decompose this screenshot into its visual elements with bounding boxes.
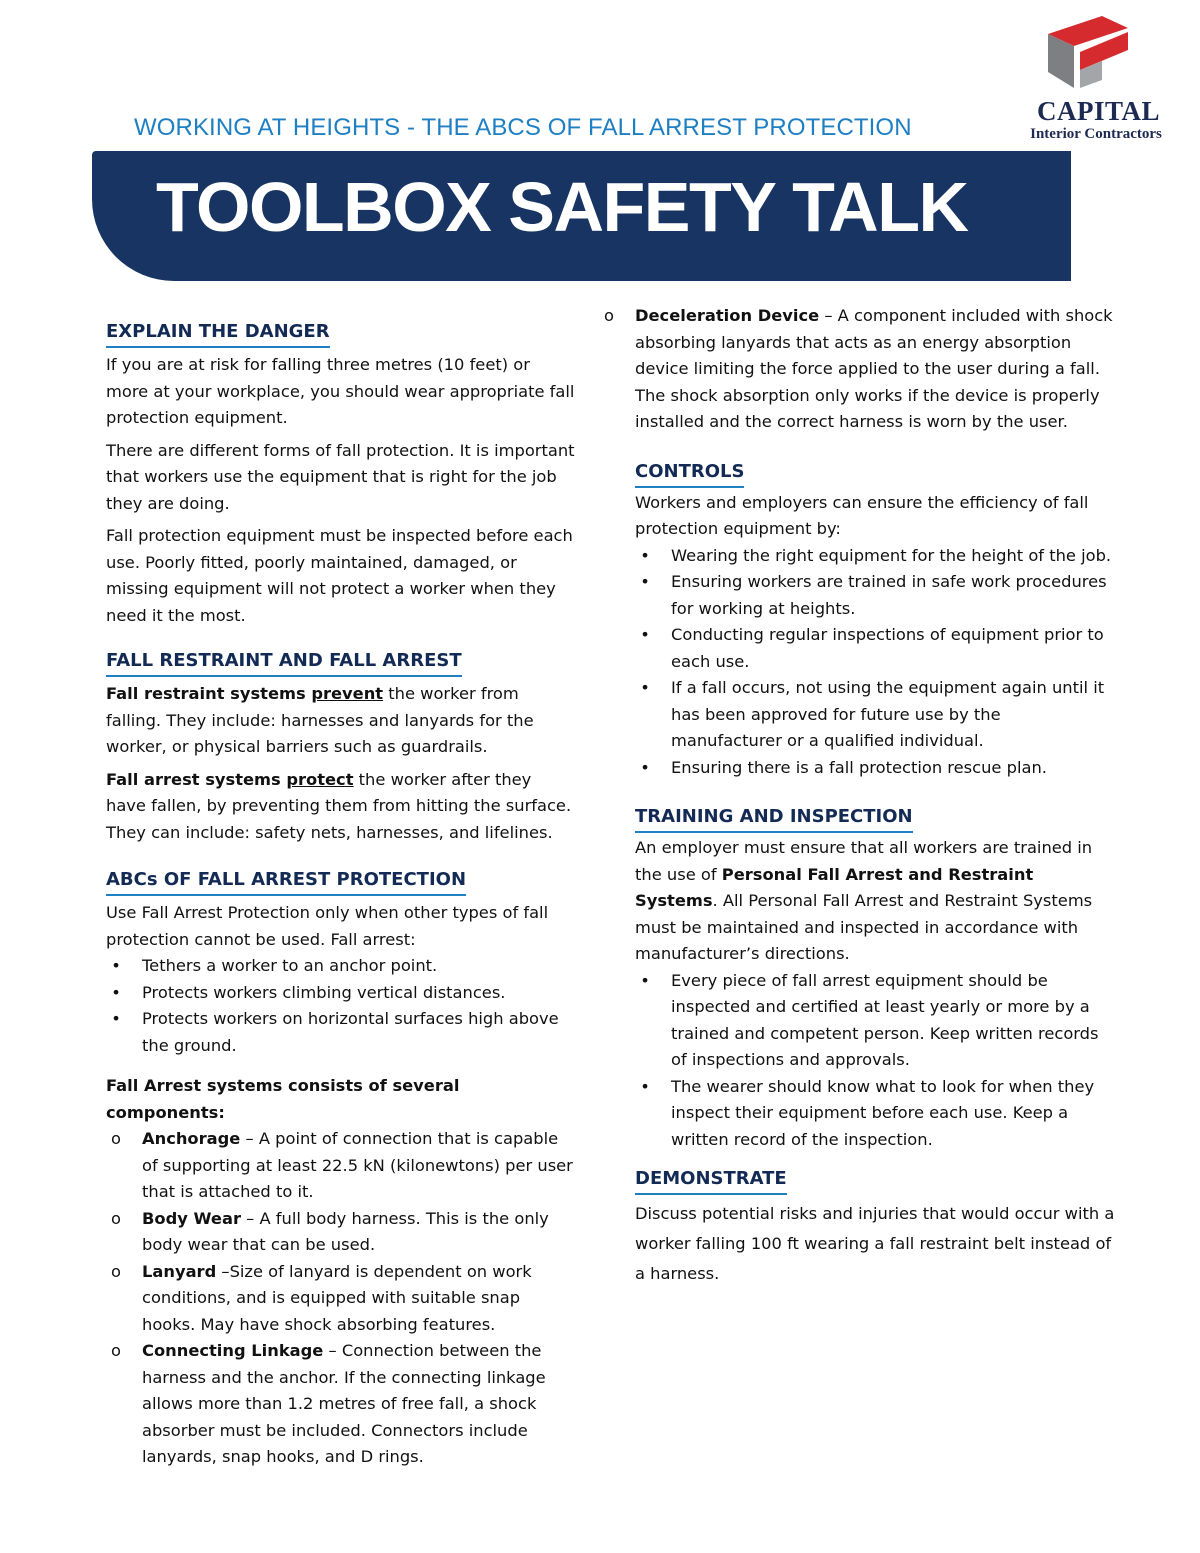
abcs-bullet-list: [106, 953, 576, 1059]
bullet-icon: •: [640, 678, 650, 697]
arrest-keyword: protect: [286, 769, 354, 789]
bullet-icon: •: [640, 625, 650, 644]
heading-fall-restraint-and-fall-arrest: FALL RESTRAINT AND FALL ARREST: [106, 647, 462, 677]
abcs-intro: Use Fall Arrest Protection only when other types of fall protection cannot be used. Fall arrest:: [106, 903, 549, 949]
arrest-text: the worker after they have fallen, by preventing them from hitting the surface. They can include: safety nets, harnesses, and lifelines.: [106, 769, 572, 842]
circle-bullet-icon: o: [604, 306, 614, 325]
list-item: • Protects workers on horizontal surfaces high above the ground.: [106, 1006, 576, 1059]
bullet-icon: •: [640, 572, 650, 591]
bullet-icon: •: [640, 545, 650, 565]
arrest-paragraph: [106, 767, 576, 847]
bullet-icon: •: [111, 956, 121, 975]
training-intro: An employer must ensure that all workers are trained in the use of Personal Fall Arrest and Restraint Systems. All Personal Fall Arrest and Restraint Systems must be maintained and inspected in accordance with manufacturer’s directions.: [635, 838, 1093, 963]
banner-title: TOOLBOX SAFETY TALK: [156, 168, 968, 246]
circle-bullet-icon: o: [111, 1129, 121, 1148]
list-item: • Ensuring there is a fall protection rescue plan.: [635, 755, 1115, 782]
document-topic: WORKING AT HEIGHTS - THE ABCS OF FALL ARREST PROTECTION: [134, 114, 912, 141]
list-item: • Ensuring workers are trained in safe work procedures for working at heights.: [635, 569, 1115, 622]
restraint-keyword: prevent: [311, 684, 384, 703]
training-list: [635, 968, 1115, 1154]
components-list: [106, 1126, 576, 1471]
components-title: Fall Arrest systems consists of several components:: [106, 1076, 460, 1122]
list-item: o Connecting Linkage – Connection between the harness and the anchor. If the connecting linkage allows more than 1.2 metres of free fall, a shock absorber must be included. Connectors include lanyards, snap hooks, and D rings.: [106, 1338, 576, 1471]
list-item: o Deceleration Device – A component included with shock absorbing lanyards that acts as an energy absorption device limiting the force applied to the user during a fall. The shock absorption only works if the device is properly installed and the correct harness is worn by the user.: [599, 303, 1115, 436]
arrest-lead: Fall arrest systems: [106, 769, 287, 789]
heading-abcs-of-fall-arrest: ABCs OF FALL ARREST PROTECTION: [106, 866, 466, 896]
list-item: • Wearing the right equipment for the height of the job.: [635, 543, 1115, 570]
demonstrate-text: Discuss potential risks and injuries that would occur with a worker falling 100 ft wearing a fall restraint belt instead of a harness.: [635, 1204, 1115, 1283]
restraint-paragraph: [106, 681, 576, 761]
list-item: • Conducting regular inspections of equipment prior to each use.: [635, 622, 1115, 675]
controls-intro: Workers and employers can ensure the efficiency of fall protection equipment by:: [635, 492, 1089, 538]
bullet-icon: •: [640, 1076, 650, 1096]
logo-mark-icon: [1040, 14, 1130, 92]
list-item: o Body Wear – A full body harness. This is the only body wear that can be used.: [106, 1206, 576, 1259]
list-item: • Tethers a worker to an anchor point.: [106, 953, 576, 980]
title-banner: [92, 151, 1071, 281]
list-item: • The wearer should know what to look for when they inspect their equipment before each use. Keep a written record of the inspection.: [635, 1074, 1115, 1154]
explain-paragraph-3: Fall protection equipment must be inspected before each use. Poorly fitted, poorly maintained, damaged, or missing equipment will not protect a worker when they need it the most.: [106, 526, 573, 625]
bullet-icon: •: [111, 982, 121, 1002]
bullet-icon: •: [111, 1009, 121, 1028]
bullet-icon: •: [640, 970, 650, 990]
heading-training-and-inspection: TRAINING AND INSPECTION: [635, 803, 913, 833]
logo-name: CAPITAL: [1036, 96, 1160, 126]
heading-explain-the-danger: EXPLAIN THE DANGER: [106, 318, 330, 348]
left-column: [106, 318, 576, 1471]
right-column: [604, 303, 1115, 1289]
circle-bullet-icon: o: [111, 1261, 121, 1281]
logo-subtitle: Interior Contractors: [1030, 126, 1162, 142]
explain-paragraph-2: There are different forms of fall protection. It is important that workers use the equipment that is right for the job they are doing.: [106, 440, 575, 513]
bullet-icon: •: [640, 757, 650, 777]
circle-bullet-icon: o: [111, 1341, 121, 1360]
heading-controls: CONTROLS: [635, 458, 744, 488]
controls-list: [635, 543, 1115, 782]
list-item: o Anchorage – A point of connection that is capable of supporting at least 22.5 kN (kilonewtons) per user that is attached to it.: [106, 1126, 576, 1206]
company-logo: [1008, 14, 1178, 142]
restraint-lead: Fall restraint systems: [106, 684, 312, 703]
restraint-text: the worker from falling. They include: harnesses and lanyards for the worker, or physical barriers such as guardrails.: [106, 684, 534, 756]
explain-paragraph-1: If you are at risk for falling three metres (10 feet) or more at your workplace, you should wear appropriate fall protection equipment.: [106, 355, 575, 427]
list-item: • Protects workers climbing vertical distances.: [106, 980, 576, 1007]
list-item: o Lanyard –Size of lanyard is dependent on work conditions, and is equipped with suitable snap hooks. May have shock absorbing features.: [106, 1259, 576, 1339]
list-item: • If a fall occurs, not using the equipment again until it has been approved for future use by the manufacturer or a qualified individual.: [635, 675, 1115, 755]
components-list-continued: [599, 303, 1115, 436]
circle-bullet-icon: o: [111, 1208, 121, 1228]
list-item: • Every piece of fall arrest equipment should be inspected and certified at least yearly or more by a trained and competent person. Keep written records of inspections and approvals.: [635, 968, 1115, 1074]
heading-demonstrate: DEMONSTRATE: [635, 1165, 787, 1195]
